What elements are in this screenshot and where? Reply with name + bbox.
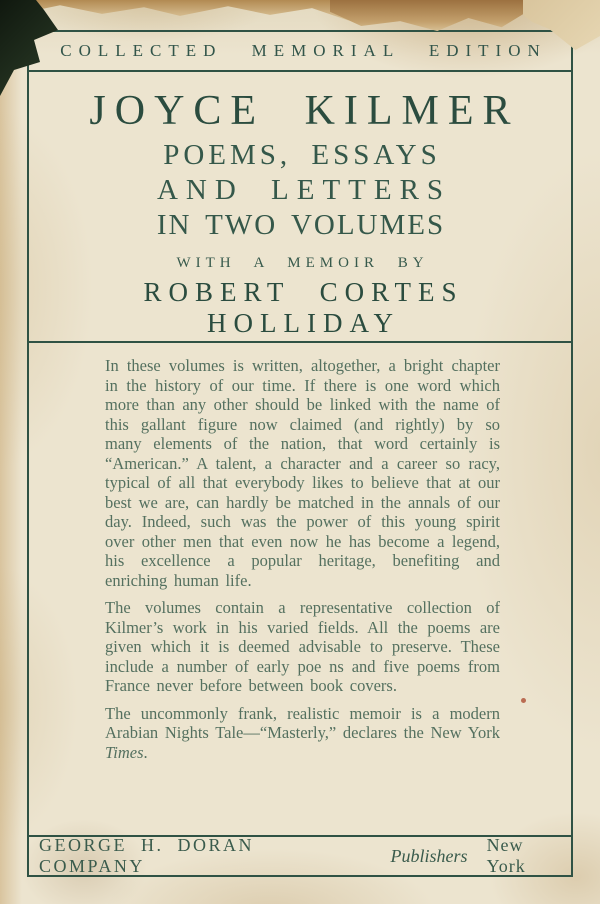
blurb-paragraph: In these volumes is written, altogether, a bright chapter in the history of our time. If there is one word which more than any other should be linked with the name of this gallant figure now claimed (and rightly) by so many elements of the nation, that word certainly is “American.” A talent, a character and a career so racy, typical of all that everybody likes to believe that at our best we are, can hardly be matched in the annals of our day. Indeed, such was the power of this young spirit over other men that even now he has become a legend, his excellence a popular heritage, benefiting and enriching human life. [105,356,500,590]
publisher-city: New York [486,835,526,876]
blurb-paragraph: The uncommonly frank, realistic memoir is a modern Arabian Nights Tale—“Masterly,” declares the New York Times. [105,703,500,762]
subtitle-line: IN TWO VOLUMES [156,209,446,241]
title-block [29,72,571,343]
publisher-imprint [29,835,571,875]
jacket-blurb [29,343,571,835]
memoir-author: ROBERT CORTES HOLLIDAY [143,277,464,338]
publisher-name: GEORGE H. DORAN COMPANY [39,835,254,876]
torn-paper-chip [330,0,525,31]
book-title: JOYCE KILMER [89,88,520,134]
cover-frame [27,30,573,877]
blurb-paragraph: The volumes contain a representative collection of Kilmer’s work in his varied fields. All the poems are given which it is deemed advisable to preserve. These include a number of early poe ns and five poems from France never before between book covers. [105,598,500,695]
edition-banner: COLLECTED MEMORIAL EDITION [29,32,571,72]
subtitle-line: AND LETTERS [156,174,452,206]
publisher-role: Publishers [390,845,468,866]
memoir-byline-label: WITH A MEMOIR BY [176,255,429,271]
red-ink-fleck [521,698,526,703]
subtitle-line: POEMS, ESSAYS [163,139,441,171]
book-subtitle [29,138,571,243]
